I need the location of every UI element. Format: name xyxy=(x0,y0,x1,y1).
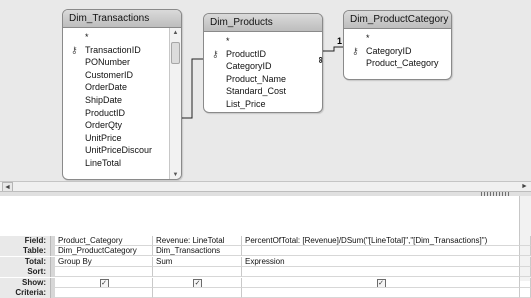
grid-cell-show-1 xyxy=(51,278,153,288)
join-line-products-category xyxy=(322,47,343,51)
field-product-name[interactable]: Product_Name xyxy=(226,73,287,84)
field-productid[interactable] xyxy=(204,48,322,61)
grid-cell-show-3 xyxy=(242,278,520,288)
grid-cell-criteria-1[interactable] xyxy=(51,288,153,298)
field-shipdate[interactable]: ShipDate xyxy=(85,94,123,105)
join-line-transactions-products xyxy=(181,59,203,118)
join-many-symbol: ∞ xyxy=(316,56,327,64)
field-all[interactable]: * xyxy=(85,32,89,42)
table-title[interactable]: Dim_ProductCategory xyxy=(344,11,451,29)
scroll-thumb[interactable] xyxy=(171,42,180,64)
grid-cell-field-1[interactable]: Product_Category xyxy=(51,236,153,246)
row-label-table: Table: xyxy=(0,246,51,256)
field-list-price[interactable]: List_Price xyxy=(226,98,266,109)
row-label-sort: Sort: xyxy=(0,267,51,277)
grid-row-field xyxy=(0,236,531,246)
grid-cell-sort-1[interactable] xyxy=(51,267,153,277)
field-label: ProductID xyxy=(226,48,267,59)
grid-cell-table-3[interactable] xyxy=(242,246,520,256)
scroll-left-icon[interactable]: ◄ xyxy=(2,182,13,193)
field-customerid[interactable]: CustomerID xyxy=(85,69,134,80)
grid-cell-table-1[interactable]: Dim_ProductCategory xyxy=(51,246,153,256)
table-title[interactable]: Dim_Products xyxy=(204,14,322,32)
grid-cell-field-3[interactable]: PercentOfTotal: [Revenue]/DSum("[LineTotal]","[Dim_Transactions]") xyxy=(242,236,520,246)
row-label-show: Show: xyxy=(0,278,51,288)
scroll-up-icon[interactable]: ▲ xyxy=(172,30,179,36)
show-checkbox[interactable]: ✓ xyxy=(101,279,107,287)
grid-cell-show-4 xyxy=(520,278,531,288)
grid-cell-criteria-2[interactable] xyxy=(153,288,242,298)
table-scrollbar[interactable] xyxy=(169,28,181,180)
grid-row-sort xyxy=(0,267,531,277)
grid-cell-table-2[interactable]: Dim_Transactions xyxy=(153,246,242,256)
grid-cell-sort-3[interactable] xyxy=(242,267,520,277)
field-all[interactable]: * xyxy=(366,33,370,43)
grid-cell-total-3[interactable]: Expression xyxy=(242,257,520,267)
join-one-symbol: 1 xyxy=(337,36,343,46)
field-orderqty[interactable]: OrderQty xyxy=(85,120,123,131)
field-standard-cost[interactable]: Standard_Cost xyxy=(226,86,287,97)
scroll-down-icon[interactable]: ▼ xyxy=(172,172,179,178)
grid-cell-criteria-3[interactable] xyxy=(242,288,520,298)
grid-cell-table-4[interactable] xyxy=(520,246,531,256)
table-dim-productcategory[interactable] xyxy=(343,10,452,80)
grid-cell-total-1[interactable]: Group By xyxy=(51,257,153,267)
table-dim-products[interactable] xyxy=(203,13,323,113)
key-icon: ⚷ xyxy=(352,45,359,56)
grid-cell-total-4[interactable] xyxy=(520,257,531,267)
field-product-category[interactable]: Product_Category xyxy=(366,58,439,69)
field-all[interactable]: * xyxy=(226,36,230,46)
grid-cell-field-2[interactable]: Revenue: LineTotal xyxy=(153,236,242,246)
field-productid[interactable]: ProductID xyxy=(85,107,126,118)
grid-cell-sort-4[interactable] xyxy=(520,267,531,277)
field-unitprice[interactable]: UnitPrice xyxy=(85,132,122,143)
grid-cell-sort-2[interactable] xyxy=(153,267,242,277)
table-title[interactable]: Dim_Transactions xyxy=(63,10,181,28)
grid-cell-total-2[interactable]: Sum xyxy=(153,257,242,267)
key-icon: ⚷ xyxy=(71,44,78,55)
show-checkbox[interactable]: ✓ xyxy=(194,279,201,287)
field-transactionid[interactable] xyxy=(63,44,181,57)
row-label-criteria: Criteria: xyxy=(0,288,51,298)
table-dim-transactions[interactable] xyxy=(62,9,182,180)
grid-row-table xyxy=(0,246,531,256)
scroll-right-icon[interactable]: ► xyxy=(521,183,528,190)
grid-cell-field-4[interactable] xyxy=(520,236,531,246)
grid-row-total xyxy=(0,257,531,267)
field-linetotal[interactable]: LineTotal xyxy=(85,157,122,168)
grid-row-show xyxy=(0,278,531,288)
field-ponumber[interactable]: PONumber xyxy=(85,57,131,68)
row-label-field: Field: xyxy=(0,236,51,246)
key-icon: ⚷ xyxy=(212,48,219,59)
field-orderdate[interactable]: OrderDate xyxy=(85,82,128,93)
field-label: TransactionID xyxy=(85,44,141,55)
field-categoryid[interactable]: CategoryID xyxy=(226,61,272,72)
row-label-total: Total: xyxy=(0,257,51,267)
field-categoryid[interactable] xyxy=(344,45,451,58)
field-label: CategoryID xyxy=(366,45,412,56)
grid-cell-show-2 xyxy=(153,278,242,288)
field-unitpricediscount[interactable]: UnitPriceDiscour xyxy=(85,145,153,156)
grid-row-criteria xyxy=(0,288,531,298)
show-checkbox[interactable]: ✓ xyxy=(378,279,384,287)
grid-cell-criteria-4[interactable] xyxy=(520,288,531,298)
